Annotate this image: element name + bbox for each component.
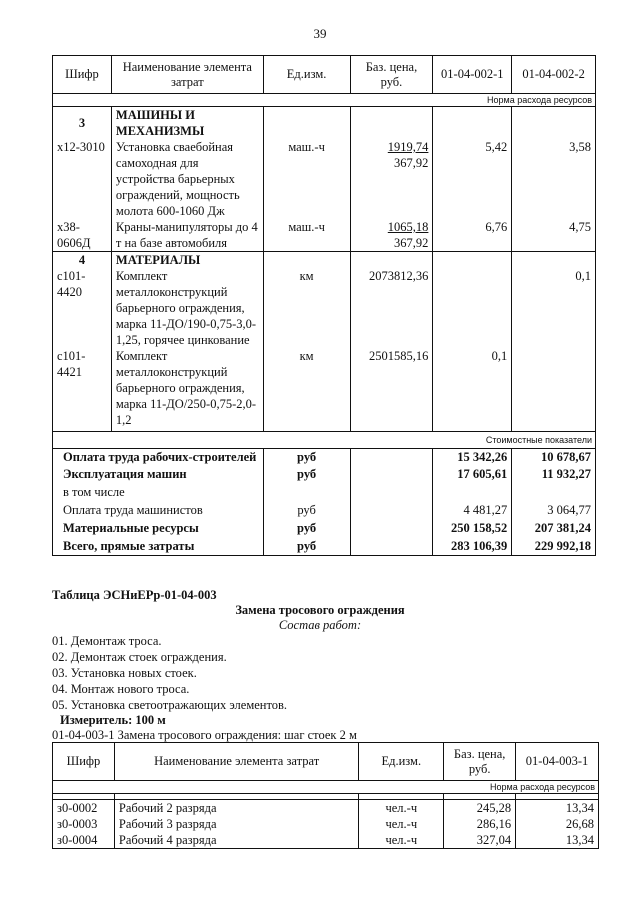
col-header-price: Баз. цена, руб. xyxy=(444,743,516,781)
cost-unit: руб xyxy=(263,538,350,556)
row-value-1: 0,1 xyxy=(433,348,512,432)
row-code: с101-4421 xyxy=(53,348,112,432)
cost-value-1: 15 342,26 xyxy=(433,449,512,466)
col-header-v2: 01-04-002-2 xyxy=(512,56,596,94)
table-row xyxy=(53,816,599,832)
cost-unit: руб xyxy=(263,466,350,484)
row-value-1: 13,34 xyxy=(516,832,599,849)
measure: Измеритель: 100 м xyxy=(60,713,166,727)
col-header-unit: Ед.изм. xyxy=(359,743,444,781)
row-code: з0-0003 xyxy=(53,816,115,832)
row-value-2: 0,1 xyxy=(512,268,596,348)
cost-unit: руб xyxy=(263,502,350,520)
cost-unit: руб xyxy=(263,449,350,466)
row-value-1: 6,76 xyxy=(433,219,512,252)
norm-label: Норма расхода ресурсов xyxy=(53,781,599,794)
section-subheading: Состав работ: xyxy=(278,618,362,632)
row-name: Рабочий 3 разряда xyxy=(114,816,358,832)
row-price: 1919,74 xyxy=(387,140,429,154)
row-code: х38-0606Д xyxy=(53,219,112,252)
row-name: Рабочий 4 разряда xyxy=(114,832,358,849)
cost-name: Оплата труда машинистов xyxy=(53,502,264,520)
row-unit: км xyxy=(263,348,350,432)
col-header-name: Наименование элемента затрат xyxy=(111,56,263,94)
table-row xyxy=(53,139,596,219)
cost-label: Стоимостные показатели xyxy=(53,432,596,449)
cost-value-1: 17 605,61 xyxy=(433,466,512,484)
row-price-secondary: 367,92 xyxy=(394,156,429,170)
cost-value-1: 283 106,39 xyxy=(433,538,512,556)
table-title: Таблица ЭСНиЕРр-01-04-003 xyxy=(52,588,217,602)
table-row xyxy=(53,219,596,252)
row-name: Установка сваебойная самоходная для устройства барьерных ограждений, мощность молота 600-1060 Дж xyxy=(111,139,263,219)
row-code: х12-3010 xyxy=(53,139,112,219)
row-value-1: 26,68 xyxy=(516,816,599,832)
row-unit: маш.-ч xyxy=(263,219,350,252)
cost-row xyxy=(53,449,596,466)
table-row xyxy=(53,800,599,817)
section-row xyxy=(53,107,596,140)
col-header-code: Шифр xyxy=(53,56,112,94)
cost-row xyxy=(53,538,596,556)
row-price: 286,16 xyxy=(444,816,516,832)
cost-value-1: 4 481,27 xyxy=(433,502,512,520)
section-title: МАШИНЫ И МЕХАНИЗМЫ xyxy=(111,107,263,140)
table-header-row xyxy=(53,56,596,94)
row-code: з0-0002 xyxy=(53,800,115,817)
cost-name: Всего, прямые затраты xyxy=(53,538,264,556)
row-unit: км xyxy=(263,268,350,348)
row-name: Комплект металлоконструкций барьерного ограждения, марка 11-ДО/250-0,75-2,0-1,2 xyxy=(111,348,263,432)
row-value-2: 4,75 xyxy=(512,219,596,252)
resource-table-2 xyxy=(52,742,599,849)
cost-row xyxy=(53,520,596,538)
row-unit: чел.-ч xyxy=(359,832,444,849)
col-header-name: Наименование элемента затрат xyxy=(114,743,358,781)
cost-value-2: 10 678,67 xyxy=(512,449,596,466)
row-price-secondary: 367,92 xyxy=(394,236,429,250)
cost-value-2: 229 992,18 xyxy=(512,538,596,556)
work-item: 03. Установка новых стоек. xyxy=(52,666,197,680)
row-value-1 xyxy=(433,268,512,348)
row-code: з0-0004 xyxy=(53,832,115,849)
section-heading: Замена тросового ограждения xyxy=(235,603,405,617)
cost-row xyxy=(53,502,596,520)
table-row xyxy=(53,832,599,849)
row-price: 245,28 xyxy=(444,800,516,817)
section-row xyxy=(53,252,596,269)
cost-unit: руб xyxy=(263,520,350,538)
row-name: Рабочий 2 разряда xyxy=(114,800,358,817)
row-value-2 xyxy=(512,348,596,432)
row-value-2: 3,58 xyxy=(512,139,596,219)
col-header-price: Баз. цена, руб. xyxy=(350,56,433,94)
resource-table xyxy=(52,55,596,556)
cost-row xyxy=(53,484,596,502)
cost-value-1: 250 158,52 xyxy=(433,520,512,538)
col-header-v1: 01-04-002-1 xyxy=(433,56,512,94)
row-price: 2073812,36 xyxy=(350,268,433,348)
table-header-row xyxy=(53,743,599,781)
row-unit: чел.-ч xyxy=(359,800,444,817)
row-unit: маш.-ч xyxy=(263,139,350,219)
cost-row xyxy=(53,466,596,484)
cost-name: в том числе xyxy=(53,484,264,502)
section-code: 4 xyxy=(53,252,112,269)
section-title: МАТЕРИАЛЫ xyxy=(111,252,263,269)
item-title: 01-04-003-1 Замена тросового ограждения: шаг стоек 2 м xyxy=(52,728,357,742)
work-item: 01. Демонтаж троса. xyxy=(52,634,162,648)
row-value-1: 5,42 xyxy=(433,139,512,219)
cost-value-2: 207 381,24 xyxy=(512,520,596,538)
row-price: 2501585,16 xyxy=(350,348,433,432)
cost-name: Эксплуатация машин xyxy=(53,466,264,484)
cost-value-2: 11 932,27 xyxy=(512,466,596,484)
row-name: Краны-манипуляторы до 4 т на базе автомобиля xyxy=(111,219,263,252)
table-row xyxy=(53,268,596,348)
cost-value-2: 3 064,77 xyxy=(512,502,596,520)
col-header-v1: 01-04-003-1 xyxy=(516,743,599,781)
row-value-1: 13,34 xyxy=(516,800,599,817)
row-name: Комплект металлоконструкций барьерного ограждения, марка 11-ДО/190-0,75-3,0-1,25, горячее цинкование xyxy=(111,268,263,348)
row-price: 1065,18 xyxy=(387,220,429,234)
page-number: 39 xyxy=(313,26,327,41)
row-code: с101-4420 xyxy=(53,268,112,348)
table-row xyxy=(53,348,596,432)
col-header-code: Шифр xyxy=(53,743,115,781)
cost-name: Материальные ресурсы xyxy=(53,520,264,538)
section-code: 3 xyxy=(53,107,112,140)
norm-label: Норма расхода ресурсов xyxy=(53,94,596,107)
cost-name: Оплата труда рабочих-строителей xyxy=(53,449,264,466)
row-unit: чел.-ч xyxy=(359,816,444,832)
row-price: 327,04 xyxy=(444,832,516,849)
work-item: 02. Демонтаж стоек ограждения. xyxy=(52,650,227,664)
work-item: 04. Монтаж нового троса. xyxy=(52,682,190,696)
col-header-unit: Ед.изм. xyxy=(263,56,350,94)
work-item: 05. Установка светоотражающих элементов. xyxy=(52,698,288,712)
